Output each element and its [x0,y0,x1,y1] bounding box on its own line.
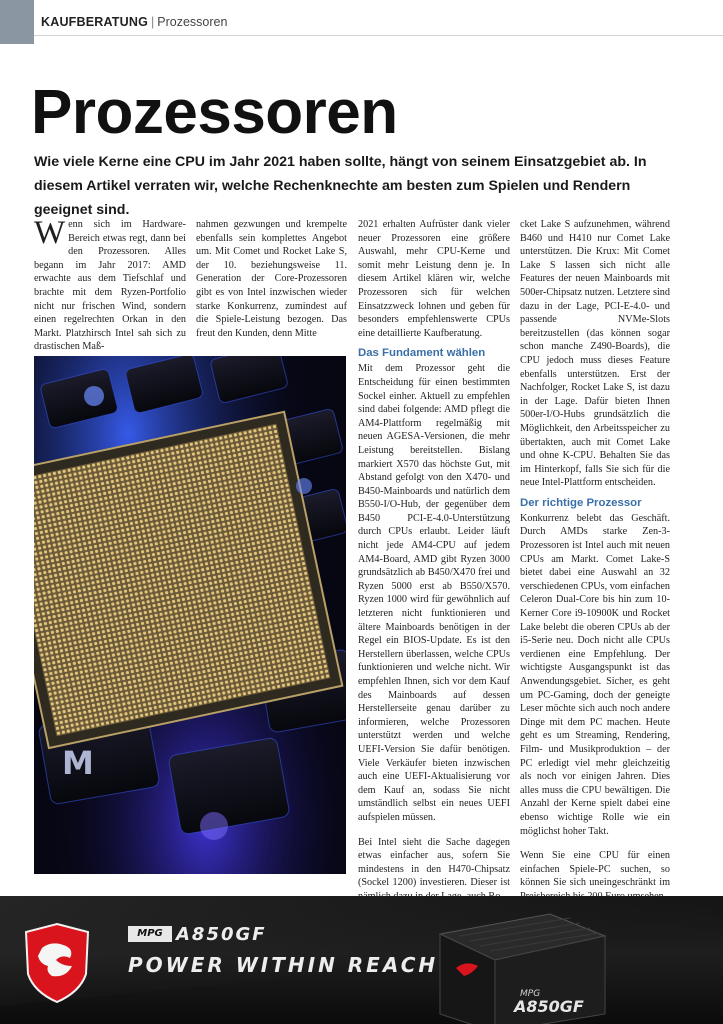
section-heading-fundament: Das Fundament wählen [358,347,486,360]
article-lead: Wie viele Kerne eine CPU im Jahr 2021 haben sollte, hängt von seinem Einsatzgebiet ab. In diesem Artikel verraten wir, welche Rechenknechte am besten zum Spielen und Rendern geeignet sind. [34,154,647,218]
text-column-3 [358,218,510,915]
running-header [41,15,227,29]
mpg-badge-text: MPG [137,928,163,939]
cpu-photo-illustration [34,356,346,874]
intro-paragraph [34,215,186,354]
intro-col2-text: nahmen gezwungen und krempelte ebenfalls sein komplettes Angebot um. Mit Comet und Rocket Lake S, der 10. beziehungsweise 11. Generation der Core-Prozessoren gibt es von Intel inzwischen wieder starke Konkurrenz, zumindest auf die Spiele-Leistung bezogen. Das freut den Kunden, denn Mitte [196,219,347,339]
cpu-photo [34,356,346,874]
section1-paragraph-2-end: cket Lake S aufzunehmen, während B460 und H410 nur Comet Lake unterstützen. Die Krux: Mit Comet Lake S lassen sich nicht alle Features der neuen Mainboards mit 500er-Chipsatz nutzen. Letztere sind dazu in der Lage, PCI-E-4.0- und passende NVMe-Slots bereitzustellen (das können sogar schon manche Z490-Boards), die CPU jedoch muss dieses Feature ebenfalls unterstützen. Erst der Nachfolger, Rocket Lake S, ist dazu in der Lage. Dafür bieten Ihnen 500er-I/O-Hubs grundsätzlich die Möglichkeit, den Arbeitsspeicher zu übertakten, auch mit Comet Lake und ohne K-CPU. Behalten Sie das im Hinterkopf, falls Sie sich für die neue Intel-Plattform entscheiden. [520,219,670,489]
mpg-badge [128,926,172,942]
keycap-letter: M [62,744,94,782]
ad-model-name: A850GF [176,924,267,945]
msi-dragon-logo-icon [22,922,92,1004]
ad-tagline: POWER WITHIN REACH [128,953,439,977]
intro-col1-text: enn sich im Hardware-Bereich etwas regt, dann bei den Prozessoren. Alles begann im Jahr 2017: AMD erwachte aus dem Tiefschlaf und brachte mit dem Ryzen-Portfolio nicht nur frischen Wind, sondern einen regelrechten Orkan in den Markt. Platzhirsch Intel sah sich zu drastischen Maß- [34,219,186,353]
section-heading-prozessor: Der richtige Prozessor [520,496,642,509]
header-category: KAUFBERATUNG [41,15,149,29]
section1-paragraph-2-start: Bei Intel sieht die Sache dagegen etwas einfacher aus, sofern Sie mindestens in den H470-Chipsatz (Sockel 1200) investieren. Dieser ist [358,836,510,889]
section2-paragraph-2: Wenn Sie eine CPU für einen einfachen Spiele-PC suchen, so können Sie sich uneingeschränkt im [520,850,670,889]
article-title: Prozessoren [31,78,398,147]
psu-model-label: A850GF [514,997,584,1016]
psu-series-label: MPG [520,989,541,999]
text-column-1 [34,215,186,365]
text-column-4 [520,218,670,915]
power-supply-image [420,904,610,1024]
drop-cap: W [34,215,66,251]
intro-col3-text: 2021 erhalten Aufrüster dank vieler neuer Prozessoren eine größere Auswahl, mehr CPU-Kerne und somit mehr Leistung denn je. In diesem Artikel klären wir, welche Prozessoren sich für welchen Einsatzzweck lohnen und geben für besonders empfehlenswerte CPUs eine detaillierte Kaufberatung. [358,219,510,339]
header-rule [34,35,723,36]
header-separator: | [151,15,155,29]
section-color-tab [0,0,34,44]
header-subcategory: Prozessoren [157,15,228,29]
section1-paragraph-1: Mit dem Prozessor geht die Entscheidung für einen bestimmten Sockel einher. Aktuell zu empfehlen sind dabei folgende: AMD pflegt die AM4-Plattform regelmäßig mit neuen AGESA-Versionen, die mehr Leistung bereitstellen. Bislang markiert X570 das höchste Gut, mit Abstand gefolgt von den X470- und B450-Mainboards und natürlich dem B550-I/O-Hub, der gegenüber dem B450 PCI-E-4.0-Unterstützung durch CPUs erlaubt. Leider läuft nicht jede AM4-CPU auf jedem AM4-Board, AMD gibt Ryzen 3000 grundsätzlich ab B450/X470 frei und Ryzen 5000 erst ab B550/X570. Ryzen 1000 wird für gewöhnlich auf letzteren nicht funktionieren und ältere Mainboards benötigen in der Regel ein BIOS-Update. Es ist den Herstellern überlassen, welche CPUs funktionieren und welche nicht. Wir empfehlen Ihnen, sich vor dem Kauf des Mainboards auf dessen Herstellerseite genau darüber zu informieren, welche Prozessoren unterstützt werden und welche UEFI-Version Sie dafür benötigen. Viele Verkäufer bieten inzwischen auch eine UEFI-Aktualisierung vor dem Kauf an, sodass Sie nicht umständlich selbst ein neues UEFI aufspielen müssen. [358,363,510,823]
msi-advertisement [0,896,723,1024]
section2-paragraph-1: Konkurrenz belebt das Geschäft. Durch AMDs starke Zen-3-Prozessoren ist Intel auch mit neuen CPUs am Markt. Comet Lake-S bietet dabei eine Auswahl an 32 verschiedenen CPUs, vom einfachen Celeron Dual-Core bis hin zum 10-Kerner Core i9-10900K und Rocket Lake belebt die oberen CPUs ab der i5-Serie neu. Doch nicht alle CPUs verdienen eine Empfehlung. Der wichtigste Ausgangspunkt ist das Anwendungsgebiet. Sicher, es geht um PC-Gaming, doch der geneigte Leser möchte sich auch noch andere Dinge mit dem PC machen. Heute geht es um Streaming, Rendering, Film- und Musikproduktion – der PC erledigt viel mehr gleichzeitig als noch vor einigen Jahren. Dies alles muss die CPU bewältigen. Die Anzahl der Kerne spielt dabei eine ebenso wichtige Rolle wie ein möglichst hoher Takt. [520,512,670,837]
text-column-2 [196,218,347,351]
